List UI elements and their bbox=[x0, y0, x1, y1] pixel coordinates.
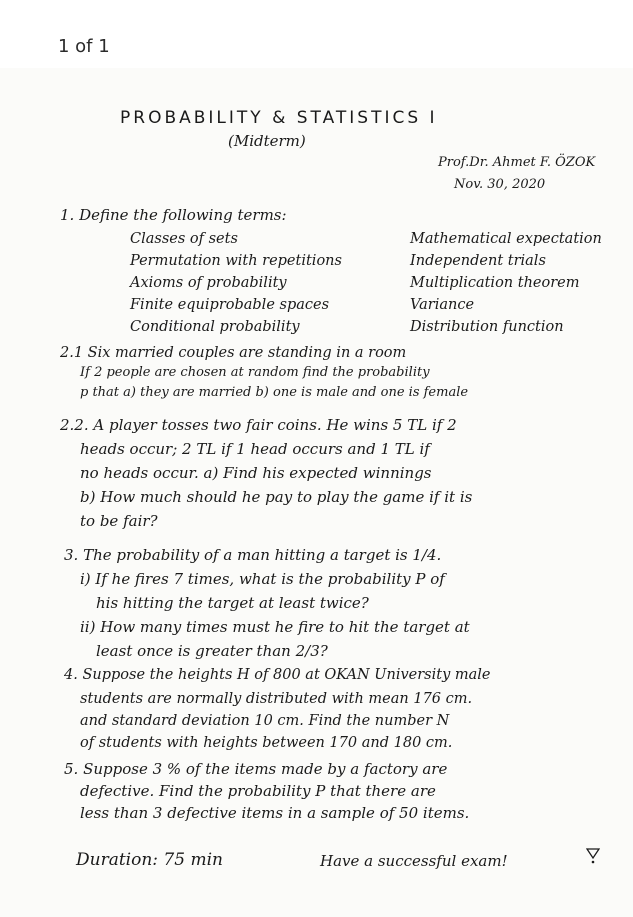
page-counter: 1 of 1 bbox=[58, 36, 110, 57]
q21-line: If 2 people are chosen at random find the probability bbox=[80, 365, 430, 380]
q5-line: defective. Find the probability P that there are bbox=[80, 782, 436, 800]
q4-line: and standard deviation 10 cm. Find the number N bbox=[80, 713, 450, 729]
q21-line: p that a) they are married b) one is male and one is female bbox=[80, 385, 469, 400]
q3-line: his hitting the target at least twice? bbox=[96, 594, 369, 612]
q1-term: Conditional probability bbox=[130, 319, 300, 335]
nabla-mark-icon bbox=[586, 848, 600, 864]
q1-term: Axioms of probability bbox=[130, 275, 287, 291]
q5-line: less than 3 defective items in a sample of 50 items. bbox=[80, 804, 470, 822]
q22-line: to be fair? bbox=[80, 512, 158, 530]
q1-term: Classes of sets bbox=[130, 231, 238, 247]
q1-term: Independent trials bbox=[410, 253, 546, 269]
q4-line: students are normally distributed with mean 176 cm. bbox=[80, 691, 473, 707]
exam-duration: Duration: 75 min bbox=[76, 850, 223, 870]
q4-line: 4. Suppose the heights H of 800 at OKAN University male bbox=[64, 667, 491, 683]
q1-term: Distribution function bbox=[410, 319, 564, 335]
exam-title: PROBABILITY & STATISTICS I bbox=[120, 108, 438, 128]
q1-term: Variance bbox=[410, 297, 475, 313]
exam-date: Nov. 30, 2020 bbox=[454, 177, 546, 192]
professor-name: Prof.Dr. Ahmet F. ÖZOK bbox=[438, 155, 596, 170]
q22-line: 2.2. A player tosses two fair coins. He wins 5 TL if 2 bbox=[60, 416, 457, 434]
q1-term: Multiplication theorem bbox=[410, 275, 580, 291]
exam-subtitle: (Midterm) bbox=[228, 132, 306, 150]
q3-line: i) If he fires 7 times, what is the probability P of bbox=[80, 570, 445, 588]
q5-line: 5. Suppose 3 % of the items made by a factory are bbox=[64, 760, 448, 778]
viewer-header bbox=[0, 0, 633, 68]
q22-line: heads occur; 2 TL if 1 head occurs and 1 TL if bbox=[80, 440, 430, 458]
exam-sheet bbox=[0, 68, 633, 917]
q21-line: 2.1 Six married couples are standing in a room bbox=[60, 345, 407, 361]
q1-term: Finite equiprobable spaces bbox=[130, 297, 330, 313]
q1-intro: 1. Define the following terms: bbox=[60, 206, 287, 224]
closing-message: Have a successful exam! bbox=[320, 852, 508, 870]
q3-line: 3. The probability of a man hitting a target is 1/4. bbox=[64, 546, 442, 564]
q4-line: of students with heights between 170 and 180 cm. bbox=[80, 735, 453, 751]
q22-line: b) How much should he pay to play the game if it is bbox=[80, 488, 473, 506]
q22-line: no heads occur. a) Find his expected winnings bbox=[80, 464, 432, 482]
q1-term: Mathematical expectation bbox=[410, 231, 602, 247]
q3-line: least once is greater than 2/3? bbox=[96, 642, 328, 660]
q3-line: ii) How many times must he fire to hit the target at bbox=[80, 618, 470, 636]
q1-term: Permutation with repetitions bbox=[130, 253, 342, 269]
